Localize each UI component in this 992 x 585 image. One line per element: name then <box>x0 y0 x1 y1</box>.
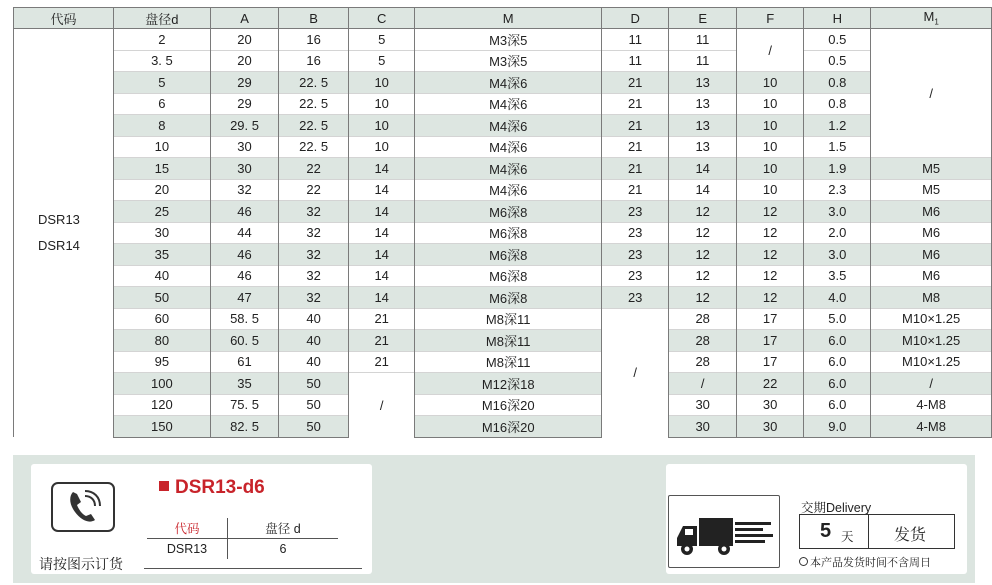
table-row <box>14 158 992 180</box>
table-cell: 150 <box>114 416 211 438</box>
table-cell: M6深8 <box>415 287 601 309</box>
merged-cell-c: / <box>348 373 415 438</box>
table-cell: 30 <box>114 222 211 244</box>
table-cell: M5 <box>871 158 992 180</box>
table-cell: 1.9 <box>804 158 871 180</box>
table-cell: 60. 5 <box>210 330 279 352</box>
header-f: F <box>736 8 803 29</box>
table-cell: M8深11 <box>415 308 601 330</box>
table-cell: 12 <box>669 265 736 287</box>
table-cell: 14 <box>669 179 736 201</box>
table-cell: 8 <box>114 115 211 137</box>
table-cell: 23 <box>601 201 668 223</box>
table-cell: 75. 5 <box>210 394 279 416</box>
delivery-card <box>666 464 967 574</box>
table-cell: 32 <box>279 244 349 266</box>
table-cell: 10 <box>348 136 415 158</box>
merged-cell-f: / <box>736 29 803 72</box>
table-cell: 29. 5 <box>210 115 279 137</box>
table-cell: 40 <box>279 308 349 330</box>
table-cell: 2.0 <box>804 222 871 244</box>
table-cell: 23 <box>601 244 668 266</box>
order-example-table <box>147 518 338 559</box>
table-cell: 21 <box>601 72 668 94</box>
table-cell: 10 <box>736 72 803 94</box>
order-header-code: 代码 <box>147 518 228 539</box>
table-row <box>14 244 992 266</box>
table-cell: 6.0 <box>804 394 871 416</box>
table-cell: 30 <box>736 416 803 438</box>
header-m1: $M_1$ <box>871 8 992 29</box>
table-cell: 22 <box>736 373 803 395</box>
merged-cell-d: / <box>601 308 668 437</box>
table-cell: 1.5 <box>804 136 871 158</box>
table-cell: M4深6 <box>415 115 601 137</box>
delivery-ship-label: 发货 <box>894 527 927 544</box>
delivery-days-box <box>799 514 955 549</box>
table-cell: 1.2 <box>804 115 871 137</box>
table-cell: 14 <box>348 179 415 201</box>
header-b: B <box>279 8 349 29</box>
table-cell: 20 <box>210 50 279 72</box>
table-cell: 10 <box>348 93 415 115</box>
table-cell: 10 <box>736 93 803 115</box>
table-cell: 14 <box>348 265 415 287</box>
table-cell: 32 <box>210 179 279 201</box>
table-row <box>14 50 992 72</box>
table-cell: 32 <box>279 265 349 287</box>
table-cell: 12 <box>736 201 803 223</box>
table-row <box>14 351 992 373</box>
table-cell: M3深5 <box>415 50 601 72</box>
table-cell: 5.0 <box>804 308 871 330</box>
table-cell: 40 <box>279 330 349 352</box>
table-cell: 21 <box>348 308 415 330</box>
table-cell: 22. 5 <box>279 136 349 158</box>
table-cell: 14 <box>348 222 415 244</box>
table-row <box>14 93 992 115</box>
table-cell: 35 <box>210 373 279 395</box>
table-cell: 22. 5 <box>279 115 349 137</box>
table-cell: M8 <box>871 287 992 309</box>
order-value-code: DSR13 <box>166 542 208 556</box>
table-cell: 50 <box>279 394 349 416</box>
table-cell: 6.0 <box>804 351 871 373</box>
delivery-note <box>799 554 931 570</box>
table-cell: 5 <box>114 72 211 94</box>
delivery-note-text: 本产品发货时间不含周日 <box>810 557 931 569</box>
table-row <box>14 179 992 201</box>
table-cell: 22 <box>279 158 349 180</box>
table-cell: 22 <box>279 179 349 201</box>
header-c: C <box>348 8 415 29</box>
truck-icon <box>668 495 780 568</box>
table-cell: 80 <box>114 330 211 352</box>
table-cell: 21 <box>601 179 668 201</box>
table-cell: 22. 5 <box>279 72 349 94</box>
table-cell: M4深6 <box>415 136 601 158</box>
table-cell: 120 <box>114 394 211 416</box>
table-row <box>14 72 992 94</box>
table-cell: 50 <box>114 287 211 309</box>
table-cell: M3深5 <box>415 29 601 51</box>
table-cell: M6深8 <box>415 265 601 287</box>
table-cell: M6深8 <box>415 222 601 244</box>
table-cell: M5 <box>871 179 992 201</box>
table-cell: M12深18 <box>415 373 601 395</box>
table-cell: 10 <box>736 136 803 158</box>
table-row <box>14 330 992 352</box>
table-cell: 29 <box>210 93 279 115</box>
table-cell: 12 <box>736 265 803 287</box>
table-cell: 10 <box>114 136 211 158</box>
header-e: E <box>669 8 736 29</box>
table-cell: 3.0 <box>804 201 871 223</box>
table-cell: 13 <box>669 93 736 115</box>
table-cell: 0.5 <box>804 50 871 72</box>
table-cell: 12 <box>669 287 736 309</box>
table-cell: 12 <box>736 222 803 244</box>
table-cell: M6 <box>871 244 992 266</box>
table-cell: 28 <box>669 351 736 373</box>
table-cell: 40 <box>279 351 349 373</box>
header-code: 代码 <box>14 8 114 29</box>
table-cell: M6 <box>871 222 992 244</box>
order-header-diameter: 盘径 d <box>228 518 339 539</box>
table-cell: 11 <box>601 50 668 72</box>
table-cell: 14 <box>348 158 415 180</box>
table-row <box>14 201 992 223</box>
table-cell: M6深8 <box>415 201 601 223</box>
table-cell: 12 <box>669 244 736 266</box>
spec-table <box>13 7 992 438</box>
table-cell: 6.0 <box>804 330 871 352</box>
table-cell: 47 <box>210 287 279 309</box>
table-cell: 17 <box>736 351 803 373</box>
header-m: M <box>415 8 601 29</box>
table-cell: 17 <box>736 330 803 352</box>
table-cell: 10 <box>736 115 803 137</box>
table-cell: 21 <box>348 330 415 352</box>
model-name: DSR14 <box>38 238 80 253</box>
table-cell: 4-M8 <box>871 416 992 438</box>
table-cell: 5 <box>348 50 415 72</box>
table-cell: M10×1.25 <box>871 308 992 330</box>
table-cell: M10×1.25 <box>871 330 992 352</box>
table-cell: M6 <box>871 201 992 223</box>
delivery-title: 交期Delivery <box>801 501 872 515</box>
table-cell: 12 <box>736 287 803 309</box>
table-cell: M4深6 <box>415 179 601 201</box>
table-cell: 11 <box>669 50 736 72</box>
table-cell: 23 <box>601 265 668 287</box>
table-cell: 50 <box>279 373 349 395</box>
table-cell: 23 <box>601 287 668 309</box>
table-row <box>14 265 992 287</box>
table-cell: M10×1.25 <box>871 351 992 373</box>
table-cell: 10 <box>348 115 415 137</box>
table-cell: 20 <box>210 29 279 51</box>
table-cell: 15 <box>114 158 211 180</box>
table-row <box>14 308 992 330</box>
order-title <box>159 477 265 499</box>
table-cell: / <box>669 373 736 395</box>
table-cell: 16 <box>279 50 349 72</box>
table-cell: 14 <box>669 158 736 180</box>
table-cell: M8深11 <box>415 330 601 352</box>
table-cell: 12 <box>736 244 803 266</box>
model-cell <box>14 29 114 438</box>
divider <box>868 515 869 548</box>
table-cell: 21 <box>348 351 415 373</box>
table-cell: 4.0 <box>804 287 871 309</box>
circle-icon <box>799 557 808 566</box>
table-cell: M8深11 <box>415 351 601 373</box>
table-cell: 30 <box>669 394 736 416</box>
table-cell: / <box>871 373 992 395</box>
table-cell: 30 <box>669 416 736 438</box>
table-cell: 29 <box>210 72 279 94</box>
header-h: H <box>804 8 871 29</box>
table-cell: 0.8 <box>804 93 871 115</box>
table-cell: 50 <box>279 416 349 438</box>
table-cell: 30 <box>736 394 803 416</box>
table-cell: 25 <box>114 201 211 223</box>
table-cell: 14 <box>348 244 415 266</box>
table-cell: M6 <box>871 265 992 287</box>
table-cell: 3. 5 <box>114 50 211 72</box>
table-cell: 44 <box>210 222 279 244</box>
table-cell: M4深6 <box>415 93 601 115</box>
delivery-days: 5 <box>820 520 832 542</box>
table-row <box>14 287 992 309</box>
table-cell: 0.8 <box>804 72 871 94</box>
table-cell: 46 <box>210 244 279 266</box>
table-cell: 11 <box>601 29 668 51</box>
table-row <box>14 416 992 438</box>
table-cell: 21 <box>601 115 668 137</box>
table-cell: 13 <box>669 115 736 137</box>
table-cell: M4深6 <box>415 72 601 94</box>
order-code: DSR13-d6 <box>175 477 265 498</box>
table-cell: 17 <box>736 308 803 330</box>
phone-icon <box>51 482 115 532</box>
header-row <box>14 8 992 29</box>
table-cell: 5 <box>348 29 415 51</box>
table-cell: 4-M8 <box>871 394 992 416</box>
table-cell: 0.5 <box>804 29 871 51</box>
table-row <box>14 222 992 244</box>
table-row <box>14 29 992 51</box>
model-name: DSR13 <box>38 212 80 227</box>
table-cell: 12 <box>669 201 736 223</box>
table-cell: M16深20 <box>415 394 601 416</box>
table-cell: 61 <box>210 351 279 373</box>
merged-cell-m1: / <box>871 29 992 158</box>
table-cell: M16深20 <box>415 416 601 438</box>
table-cell: 28 <box>669 308 736 330</box>
table-cell: 3.0 <box>804 244 871 266</box>
order-value-diameter: 6 <box>228 539 339 560</box>
header-d: D <box>601 8 668 29</box>
order-instruction: 请按图示订货 <box>39 556 123 572</box>
divider <box>144 568 362 569</box>
table-cell: 10 <box>348 72 415 94</box>
table-cell: M6深8 <box>415 244 601 266</box>
table-cell: 6 <box>114 93 211 115</box>
header-a: A <box>210 8 279 29</box>
delivery-unit: 天 <box>841 530 854 544</box>
table-cell: 12 <box>669 222 736 244</box>
table-cell: 22. 5 <box>279 93 349 115</box>
table-cell: 35 <box>114 244 211 266</box>
table-cell: 16 <box>279 29 349 51</box>
table-cell: 21 <box>601 136 668 158</box>
table-cell: 14 <box>348 201 415 223</box>
table-cell: 2.3 <box>804 179 871 201</box>
table-row <box>14 373 992 395</box>
square-icon <box>159 481 169 491</box>
table-row <box>14 115 992 137</box>
table-cell: 32 <box>279 201 349 223</box>
table-cell: 10 <box>736 179 803 201</box>
table-cell: 28 <box>669 330 736 352</box>
table-cell: M4深6 <box>415 158 601 180</box>
table-cell: 100 <box>114 373 211 395</box>
table-cell: 30 <box>210 136 279 158</box>
table-cell: 2 <box>114 29 211 51</box>
table-cell: 21 <box>601 158 668 180</box>
table-cell: 13 <box>669 136 736 158</box>
order-example-card <box>31 464 372 574</box>
table-cell: 13 <box>669 72 736 94</box>
table-cell: 6.0 <box>804 373 871 395</box>
table-cell: 40 <box>114 265 211 287</box>
table-cell: 23 <box>601 222 668 244</box>
table-row <box>14 394 992 416</box>
table-cell: 9.0 <box>804 416 871 438</box>
table-cell: 95 <box>114 351 211 373</box>
table-cell: 14 <box>348 287 415 309</box>
table-cell: 20 <box>114 179 211 201</box>
table-cell: 10 <box>736 158 803 180</box>
table-cell: 46 <box>210 201 279 223</box>
table-cell: 82. 5 <box>210 416 279 438</box>
table-cell: 32 <box>279 287 349 309</box>
table-cell: 30 <box>210 158 279 180</box>
header-diameter: 盘径d <box>114 8 211 29</box>
table-cell: 46 <box>210 265 279 287</box>
footer-panel <box>13 455 975 583</box>
table-cell: 60 <box>114 308 211 330</box>
table-cell: 32 <box>279 222 349 244</box>
table-cell: 3.5 <box>804 265 871 287</box>
table-cell: 21 <box>601 93 668 115</box>
table-row <box>14 136 992 158</box>
table-cell: 58. 5 <box>210 308 279 330</box>
table-cell: 11 <box>669 29 736 51</box>
